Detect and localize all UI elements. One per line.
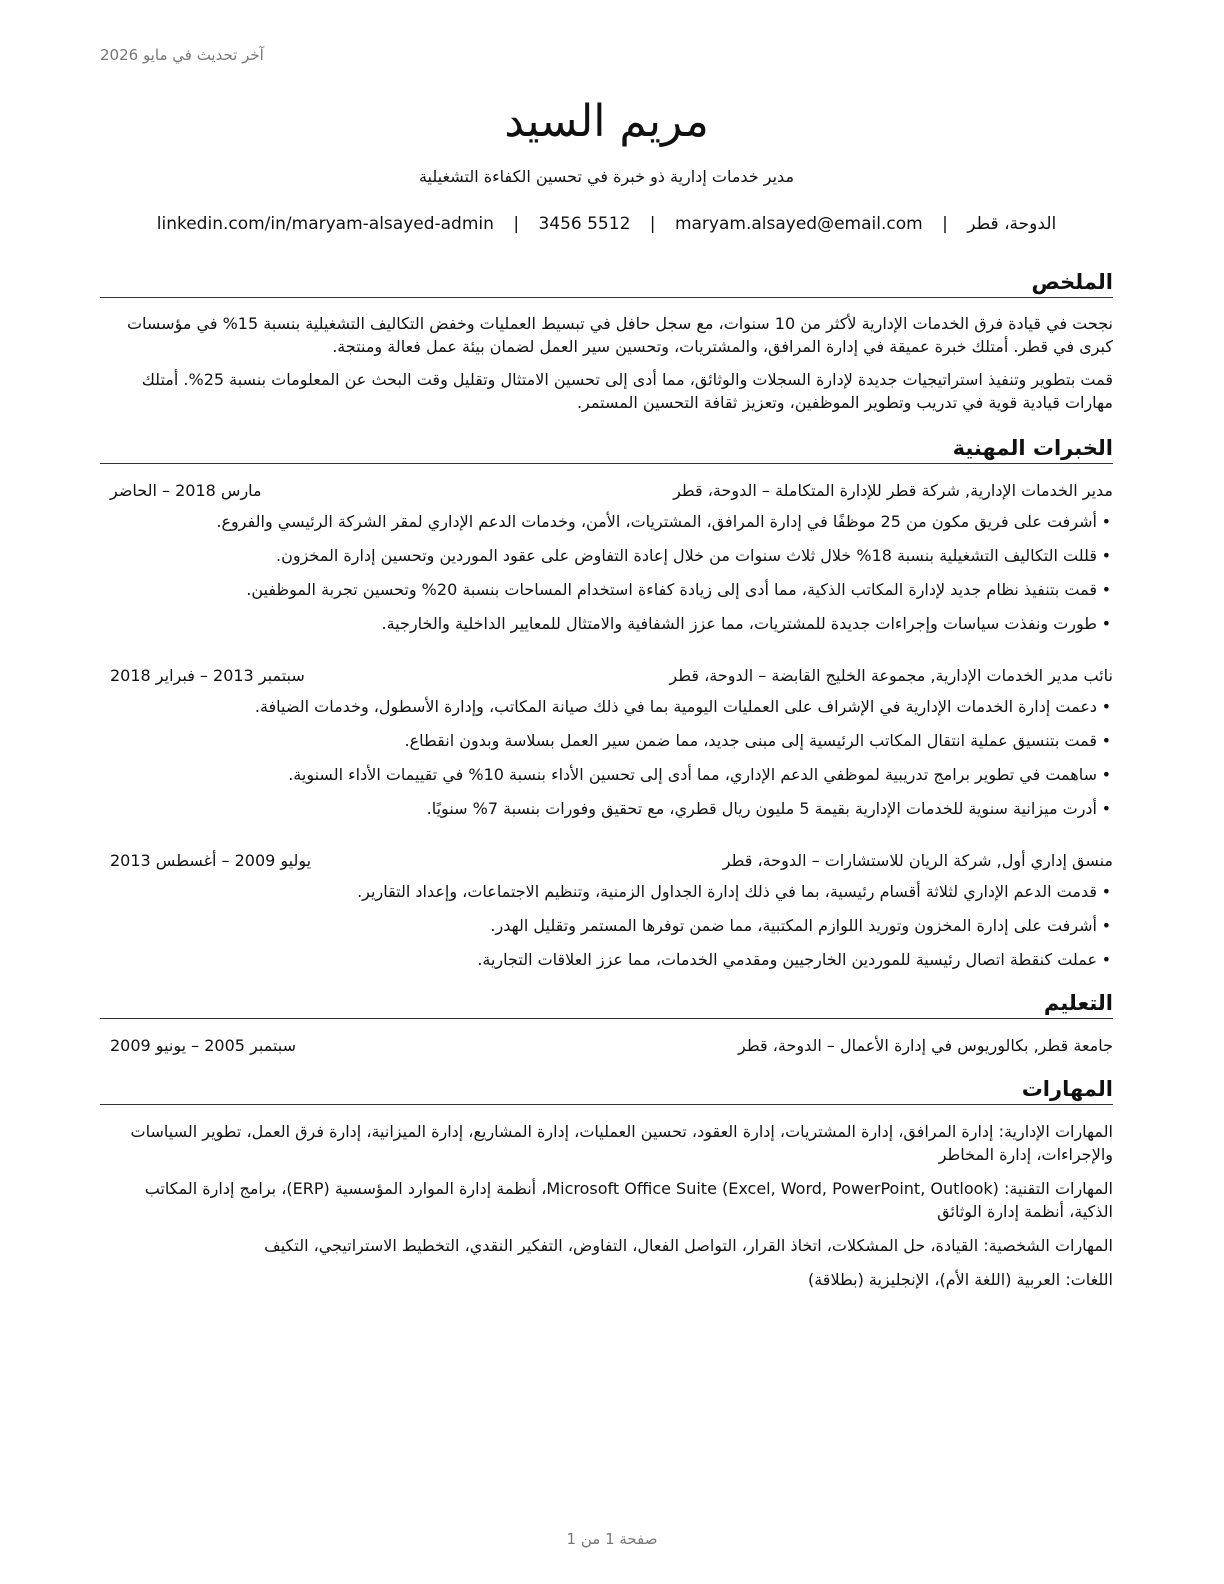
education-entry: [100, 1034, 1113, 1057]
summary-paragraph: قمت بتطوير وتنفيذ استراتيجيات جديدة لإدارة السجلات والوثائق، مما أدى إلى تحسين الامتثال وتقليل وقت البحث عن المعلومات بنسبة 25%. أمتلك مهارات قيادية قوية في تدريب وتطوير الموظفين، وتعزيز ثقافة التحسين المستمر.: [141, 370, 1113, 412]
job-header: [100, 479, 1113, 502]
job-entry: [100, 849, 1113, 971]
contact-linkedin[interactable]: linkedin.com/in/maryam-alsayed-admin: [156, 214, 494, 234]
education-dates: سبتمبر 2005 – يونيو 2009: [110, 1036, 297, 1055]
job-dates: يوليو 2009 – أغسطس 2013: [110, 851, 312, 870]
job-bullet: • قمت بتنفيذ نظام جديد لإدارة المكاتب الذكية، مما أدى إلى زيادة كفاءة استخدام المساحات بنسبة 20% وتحسين تجربة الموظفين.: [100, 578, 1113, 601]
job-bullet: • أشرفت على فريق مكون من 25 موظفًا في إدارة المرافق، المشتريات، الأمن، وخدمات الدعم الإداري لمقر الشركة الرئيسي والفروع.: [100, 510, 1113, 533]
skills-item: المهارات الإدارية: إدارة المرافق، إدارة المشتريات، إدارة العقود، تحسين العمليات، إدارة المشاريع، إدارة الميزانية، إدارة فرق العمل، تطوير السياسات والإجراءات، إدارة المخاطر: [130, 1122, 1113, 1164]
education-title: جامعة قطر, بكالوريوس في إدارة الأعمال – الدوحة، قطر: [738, 1036, 1113, 1055]
job-bullets: [100, 695, 1113, 820]
skills-section: [100, 1075, 1113, 1291]
skills-item: المهارات الشخصية: القيادة، حل المشكلات، اتخاذ القرار، التواصل الفعال، التفاوض، التفكير النقدي، التخطيط الاستراتيجي، التكيف: [264, 1236, 1113, 1255]
skills-item: المهارات التقنية: Microsoft Office Suite (Excel, Word, PowerPoint, Outlook)، أنظمة إدارة الموارد المؤسسية (ERP)، برامج إدارة المكاتب الذكية، أنظمة إدارة الوثائق: [144, 1179, 1113, 1221]
section-title-summary: الملخص: [100, 268, 1113, 298]
experience-section: [100, 434, 1113, 971]
job-title: نائب مدير الخدمات الإدارية, مجموعة الخليج القابضة – الدوحة، قطر: [669, 666, 1113, 685]
contact-separator: |: [513, 214, 520, 234]
job-bullet: • دعمت إدارة الخدمات الإدارية في الإشراف على العمليات اليومية بما في ذلك صيانة المكاتب، وإدارة الأسطول، وخدمات الضيافة.: [100, 695, 1113, 718]
section-title-education: التعليم: [100, 989, 1113, 1019]
contact-separator: |: [942, 214, 948, 234]
skills-item: اللغات: العربية (اللغة الأم)، الإنجليزية (بطلاقة): [807, 1270, 1113, 1289]
job-bullet: • قمت بتنسيق عملية انتقال المكاتب الرئيسية إلى مبنى جديد، مما ضمن سير العمل بسلاسة وبدون انقطاع.: [100, 729, 1113, 752]
contact-separator: |: [649, 214, 656, 234]
job-header: [100, 664, 1113, 687]
resume-page: [100, 0, 1113, 1291]
job-entry: [100, 479, 1113, 635]
job-bullet: • أدرت ميزانية سنوية للخدمات الإدارية بقيمة 5 مليون ريال قطري، مع تحقيق وفورات بنسبة 7% سنويًا.: [100, 797, 1113, 820]
contact-phone: 3456 5512: [538, 214, 631, 234]
contact-line: [100, 212, 1113, 236]
job-bullets: [100, 880, 1113, 971]
job-bullet: • قللت التكاليف التشغيلية بنسبة 18% خلال ثلاث سنوات من خلال إعادة التفاوض على عقود الموردين وتحسين إدارة المخزون.: [100, 544, 1113, 567]
contact-email[interactable]: maryam.alsayed@email.com: [674, 214, 923, 234]
job-title: مدير الخدمات الإدارية, شركة قطر للإدارة المتكاملة – الدوحة، قطر: [673, 481, 1113, 500]
tagline: مدير خدمات إدارية ذو خبرة في تحسين الكفاءة التشغيلية: [418, 167, 795, 186]
job-bullet: • عملت كنقطة اتصال رئيسية للموردين الخارجيين ومقدمي الخدمات، مما عزز العلاقات التجارية.: [100, 948, 1113, 971]
summary-section: [100, 268, 1113, 414]
job-header: [100, 849, 1113, 872]
job-title: منسق إداري أول, شركة الريان للاستشارات – الدوحة، قطر: [722, 851, 1113, 870]
last-updated: آخر تحديث في مايو 2026: [100, 46, 264, 64]
job-bullets: [100, 510, 1113, 635]
job-bullet: • طورت ونفذت سياسات وإجراءات جديدة للمشتريات، مما عزز الشفافية والامتثال للمعايير الداخلية والخارجية.: [100, 612, 1113, 635]
job-entry: [100, 664, 1113, 820]
candidate-name: مريم السيد: [504, 96, 709, 147]
contact-location: الدوحة، قطر: [967, 214, 1057, 234]
education-section: [100, 989, 1113, 1057]
section-title-skills: المهارات: [100, 1075, 1113, 1105]
job-bullet: • ساهمت في تطوير برامج تدريبية لموظفي الدعم الإداري، مما أدى إلى تحسين الأداء بنسبة 10% في تقييمات الأداء السنوية.: [100, 763, 1113, 786]
section-title-experience: الخبرات المهنية: [100, 434, 1113, 464]
job-bullet: • قدمت الدعم الإداري لثلاثة أقسام رئيسية، بما في ذلك إدارة الجداول الزمنية، وتنظيم الاجتماعات، وإعداد التقارير.: [100, 880, 1113, 903]
page-number: صفحة 1 من 1: [566, 1530, 658, 1548]
summary-paragraph: نجحت في قيادة فرق الخدمات الإدارية لأكثر من 10 سنوات، مع سجل حافل في تبسيط العمليات وخفض التكاليف التشغيلية بنسبة 15% في مؤسسات كبرى في قطر. أمتلك خبرة عميقة في إدارة المرافق، والمشتريات، وتحسين سير العمل لضمان بيئة عمل فعالة ومنتجة.: [126, 314, 1113, 356]
job-dates: سبتمبر 2013 – فبراير 2018: [110, 666, 305, 685]
job-dates: مارس 2018 – الحاضر: [110, 481, 262, 500]
job-bullet: • أشرفت على إدارة المخزون وتوريد اللوازم المكتبية، مما ضمن توفرها المستمر وتقليل الهدر.: [100, 914, 1113, 937]
